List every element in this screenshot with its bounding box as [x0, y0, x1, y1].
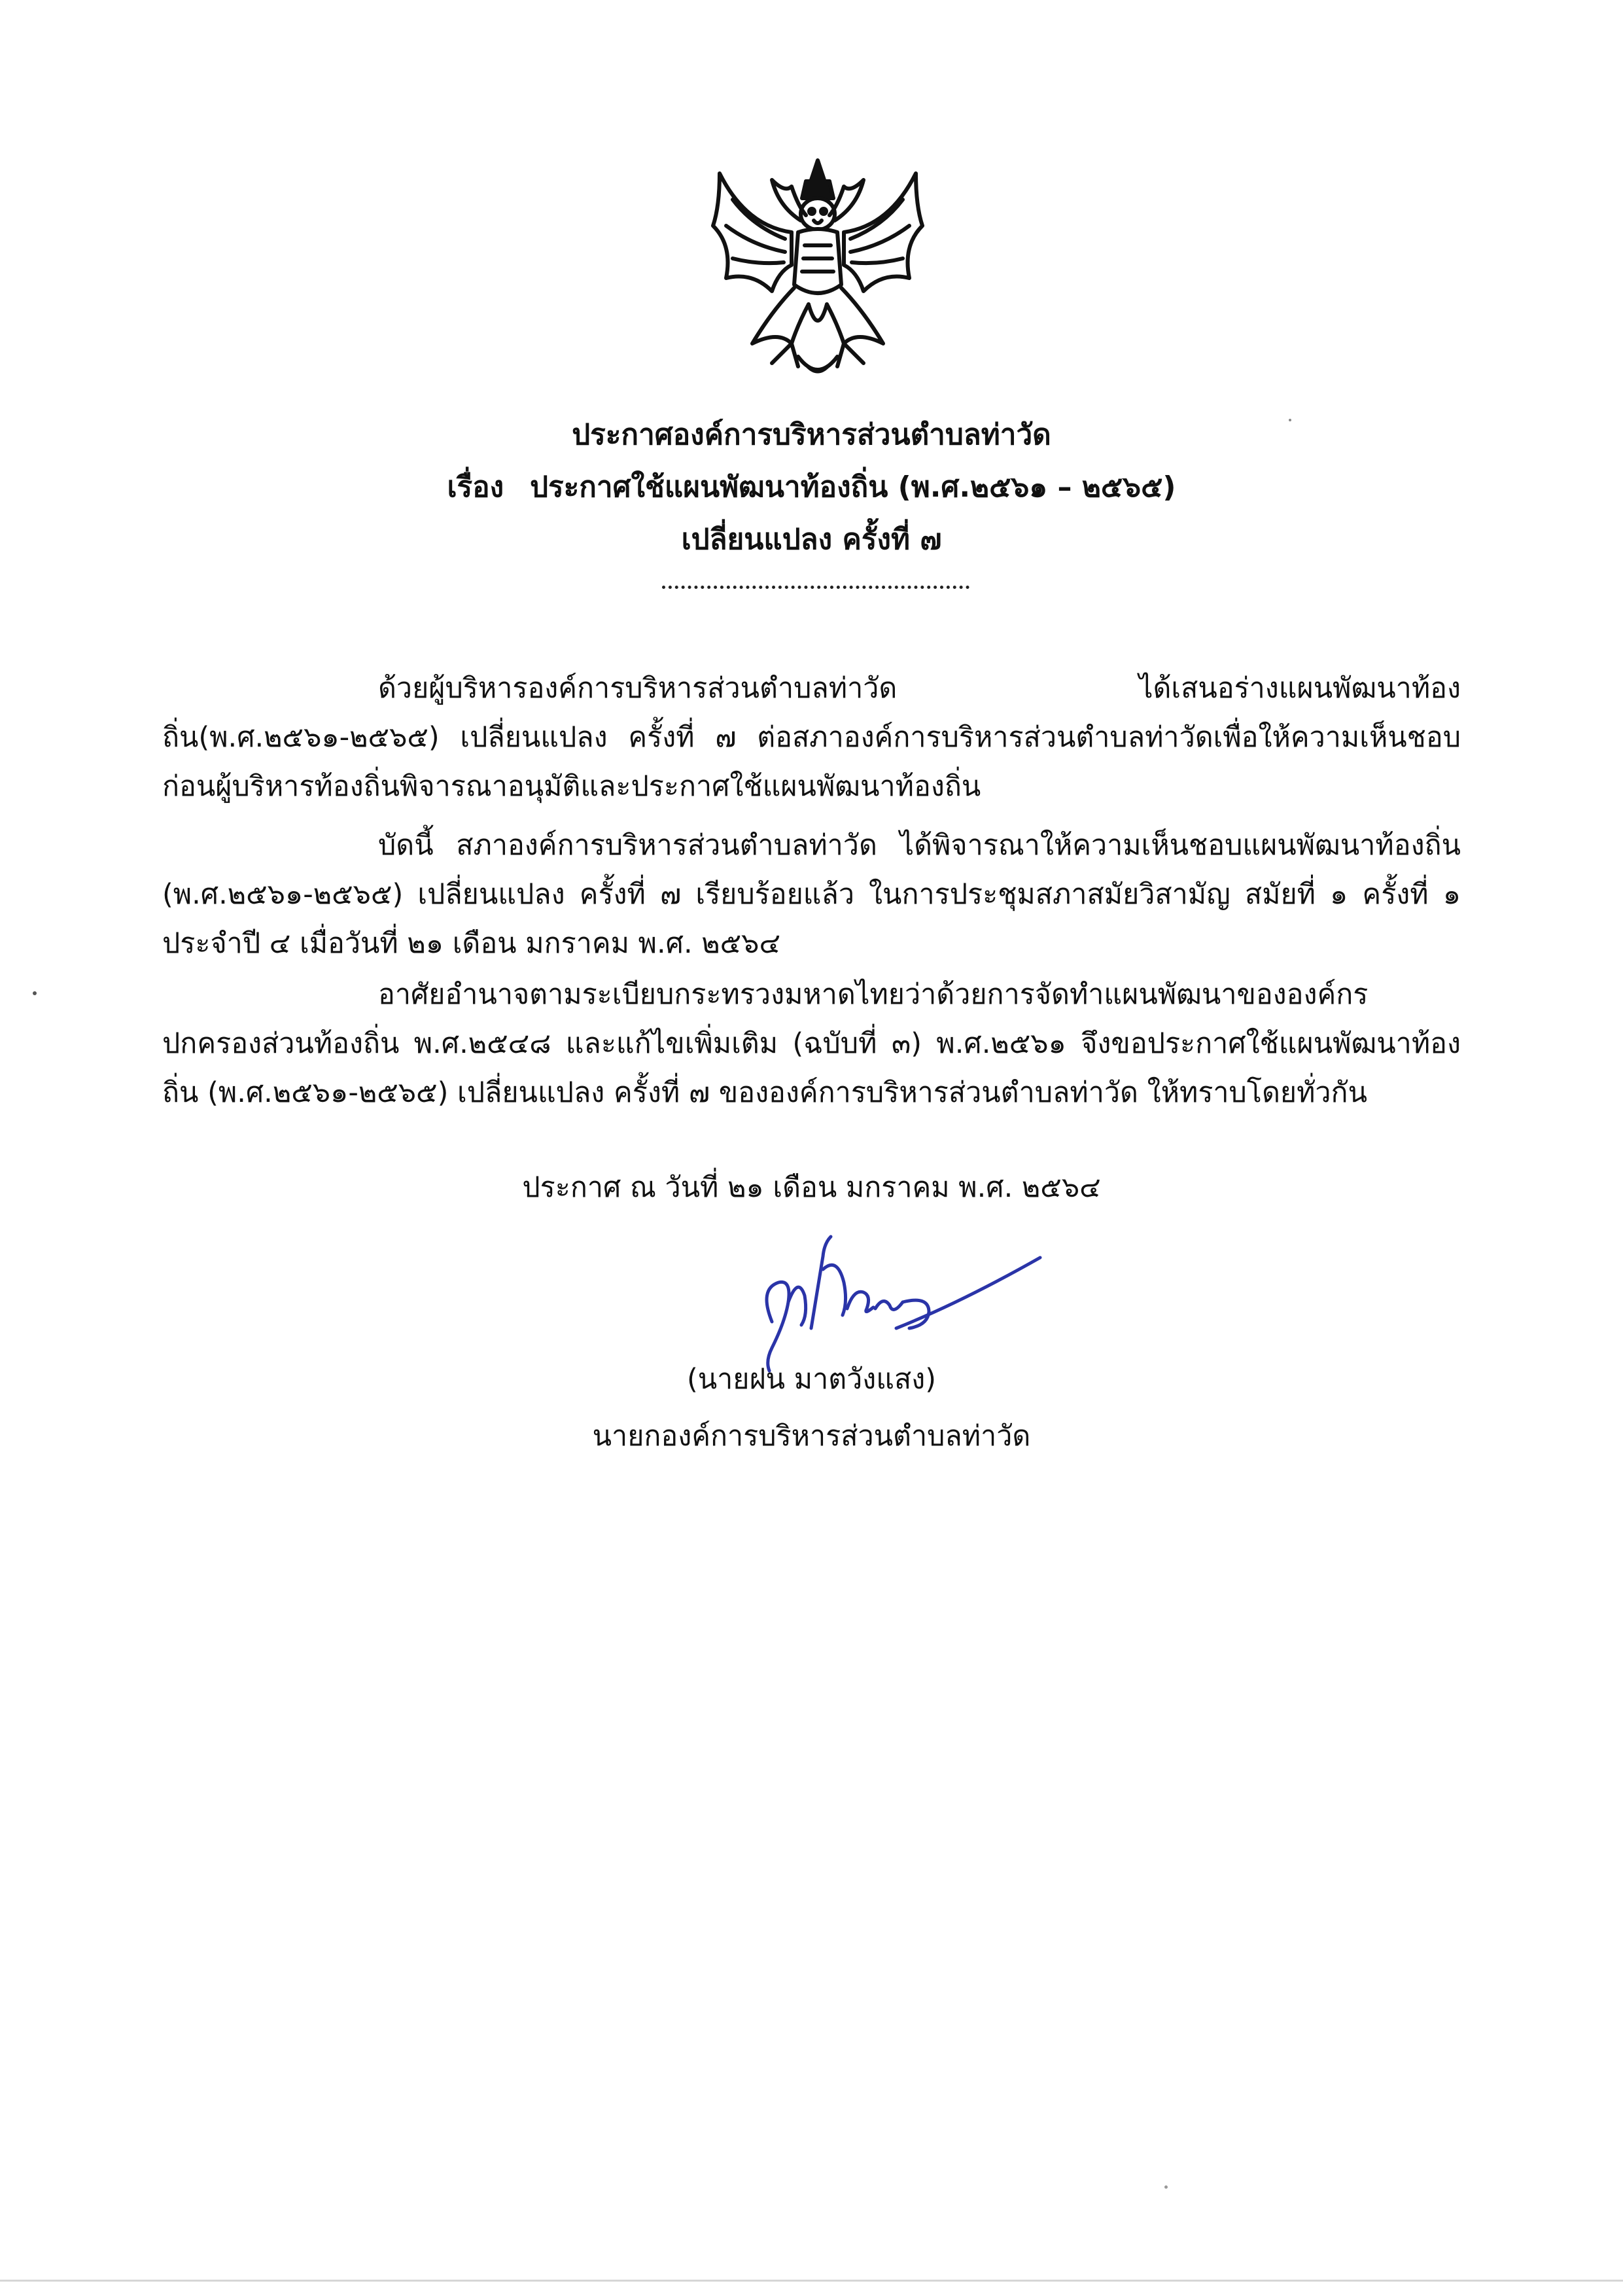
body-paragraph-1: ด้วยผู้บริหารองค์การบริหารส่วนตำบลท่าวัด ได้เสนอร่างแผนพัฒนาท้องถิ่น(พ.ศ.๒๕๖๑-๒๕๖๕) เปลี่ยนแปลง ครั้งที่ ๗ ต่อสภาองค์การบริหารส่วนตำบลท่าวัดเพื่อให้ความเห็นชอบ ก่อนผู้บริหารท้องถิ่นพิจารณาอนุมัติและประกาศใช้แผนพัฒนาท้องถิ่น — [162, 672, 1461, 803]
dotted-divider — [662, 586, 969, 589]
body-paragraph-3: อาศัยอำนาจตามระเบียบกระทรวงมหาดไทยว่าด้วยการจัดทำแผนพัฒนาขององค์กรปกครองส่วนท้องถิ่น พ.ศ.๒๕๔๘ และแก้ไขเพิ่มเติม (ฉบับที่ ๓) พ.ศ.๒๕๖๑ จึงขอประกาศใช้แผนพัฒนาท้องถิ่น (พ.ศ.๒๕๖๑-๒๕๖๕) เปลี่ยนแปลง ครั้งที่ ๗ ขององค์การบริหารส่วนตำบลท่าวัด ให้ทราบโดยทั่วกัน — [162, 978, 1461, 1109]
scan-speck — [1289, 419, 1291, 421]
page-bottom-edge — [0, 2280, 1623, 2282]
body-paragraph-2: บัดนี้ สภาองค์การบริหารส่วนตำบลท่าวัด ได้พิจารณาให้ความเห็นชอบแผนพัฒนาท้องถิ่น (พ.ศ.๒๕๖๑-๒๕๖๕) เปลี่ยนแปลง ครั้งที่ ๗ เรียบร้อยแล้ว ในการประชุมสภาสมัยวิสามัญ สมัยที่ ๑ ครั้งที่ ๑ ประจำปี ๔ เมื่อวันที่ ๒๑ เดือน มกราคม พ.ศ. ๒๕๖๔ — [162, 829, 1461, 960]
handwritten-signature — [733, 1217, 1047, 1374]
subject-text: ประกาศใช้แผนพัฒนาท้องถิ่น (พ.ศ.๒๕๖๑ – ๒๕๖๕) — [530, 470, 1176, 504]
subject-label: เรื่อง — [447, 470, 504, 504]
garuda-emblem-icon — [693, 147, 942, 396]
scan-speck — [33, 991, 37, 995]
subject-line — [0, 468, 1623, 507]
signer-name: (นายฝน มาตวังแสง) — [686, 1363, 937, 1396]
announcement-subtitle: เปลี่ยนแปลง ครั้งที่ ๗ — [681, 523, 942, 556]
scan-speck — [1164, 2185, 1168, 2189]
announcement-date: ประกาศ ณ วันที่ ๒๑ เดือน มกราคม พ.ศ. ๒๕๖๔ — [522, 1171, 1101, 1204]
announcement-title: ประกาศองค์การบริหารส่วนตำบลท่าวัด — [572, 418, 1051, 451]
signer-position: นายกองค์การบริหารส่วนตำบลท่าวัด — [592, 1420, 1031, 1453]
